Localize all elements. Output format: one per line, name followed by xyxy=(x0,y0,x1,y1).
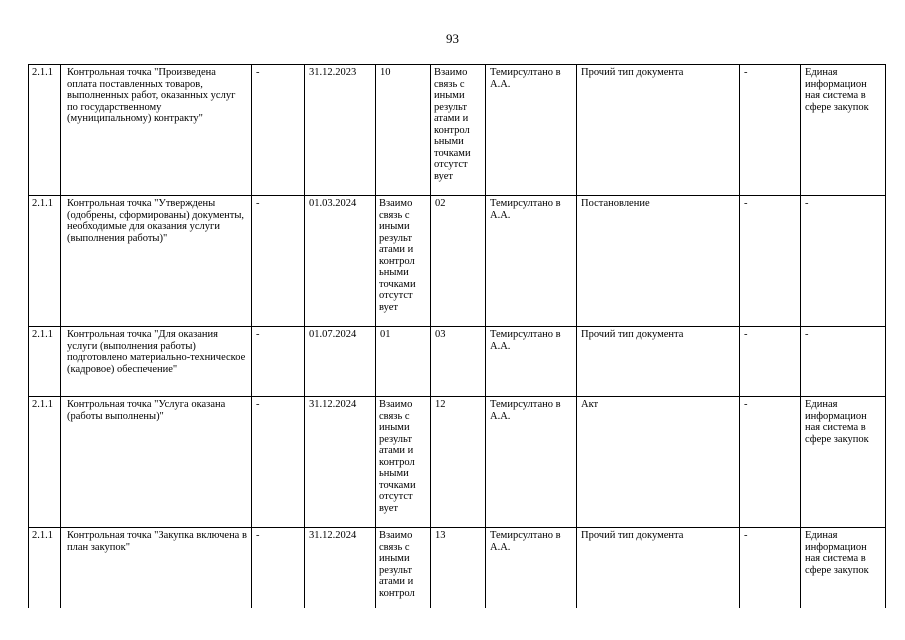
successor-cell: 03 xyxy=(431,327,486,397)
control-point-name-cell: Контрольная точка "Закупка включена в план закупок" xyxy=(61,528,252,608)
responsible-cell: Темирсултано в А.А. xyxy=(486,65,577,196)
table-row xyxy=(29,196,886,327)
row-number-cell: 2.1.1 xyxy=(29,397,61,528)
document-type-cell: Прочий тип документа xyxy=(577,327,740,397)
start-date-cell: - xyxy=(252,327,305,397)
end-date-cell: 01.07.2024 xyxy=(305,327,376,397)
row-number-cell: 2.1.1 xyxy=(29,65,61,196)
successor-cell: Взаимо связь с иными результ атами и контрол ьными точками отсутст вует xyxy=(431,65,486,196)
table-row xyxy=(29,397,886,528)
end-date-cell: 31.12.2023 xyxy=(305,65,376,196)
row-number-cell: 2.1.1 xyxy=(29,327,61,397)
predecessor-cell: 10 xyxy=(376,65,431,196)
row-number-cell: 2.1.1 xyxy=(29,528,61,608)
predecessor-cell: Взаимо связь с иными результ атами и контрол xyxy=(376,528,431,608)
predecessor-cell: Взаимо связь с иными результ атами и контрол ьными точками отсутст вует xyxy=(376,196,431,327)
information-system-cell: Единая информацион ная система в сфере закупок xyxy=(801,65,886,196)
document-comment-cell: - xyxy=(740,65,801,196)
information-system-cell: Единая информацион ная система в сфере закупок xyxy=(801,528,886,608)
control-point-name-cell: Контрольная точка "Услуга оказана (работы выполнены)" xyxy=(61,397,252,528)
predecessor-cell: 01 xyxy=(376,327,431,397)
table-row xyxy=(29,528,886,608)
end-date-cell: 31.12.2024 xyxy=(305,397,376,528)
start-date-cell: - xyxy=(252,196,305,327)
control-point-name-cell: Контрольная точка "Утверждены (одобрены, сформированы) документы, необходимые для оказания услуги (выполнения работы)" xyxy=(61,196,252,327)
predecessor-cell: Взаимо связь с иными результ атами и контрол ьными точками отсутст вует xyxy=(376,397,431,528)
row-number-cell: 2.1.1 xyxy=(29,196,61,327)
document-comment-cell: - xyxy=(740,397,801,528)
information-system-cell: Единая информацион ная система в сфере закупок xyxy=(801,397,886,528)
responsible-cell: Темирсултано в А.А. xyxy=(486,196,577,327)
end-date-cell: 01.03.2024 xyxy=(305,196,376,327)
control-point-name-cell: Контрольная точка "Для оказания услуги (выполнения работы) подготовлено материально-техническое (кадровое) обеспечение" xyxy=(61,327,252,397)
responsible-cell: Темирсултано в А.А. xyxy=(486,397,577,528)
document-type-cell: Постановление xyxy=(577,196,740,327)
successor-cell: 13 xyxy=(431,528,486,608)
document-type-cell: Прочий тип документа xyxy=(577,65,740,196)
successor-cell: 12 xyxy=(431,397,486,528)
document-comment-cell: - xyxy=(740,327,801,397)
page-number: 93 xyxy=(446,31,459,46)
control-point-name-cell: Контрольная точка "Произведена оплата поставленных товаров, выполненных работ, оказанных услуг по государственному (муниципальному) контракту" xyxy=(61,65,252,196)
start-date-cell: - xyxy=(252,65,305,196)
document-comment-cell: - xyxy=(740,528,801,608)
table-row xyxy=(29,327,886,397)
responsible-cell: Темирсултано в А.А. xyxy=(486,528,577,608)
successor-cell: 02 xyxy=(431,196,486,327)
document-type-cell: Прочий тип документа xyxy=(577,528,740,608)
table-row xyxy=(29,65,886,196)
responsible-cell: Темирсултано в А.А. xyxy=(486,327,577,397)
document-comment-cell: - xyxy=(740,196,801,327)
start-date-cell: - xyxy=(252,528,305,608)
end-date-cell: 31.12.2024 xyxy=(305,528,376,608)
information-system-cell: - xyxy=(801,327,886,397)
control-points-table xyxy=(28,64,886,608)
start-date-cell: - xyxy=(252,397,305,528)
information-system-cell: - xyxy=(801,196,886,327)
document-type-cell: Акт xyxy=(577,397,740,528)
